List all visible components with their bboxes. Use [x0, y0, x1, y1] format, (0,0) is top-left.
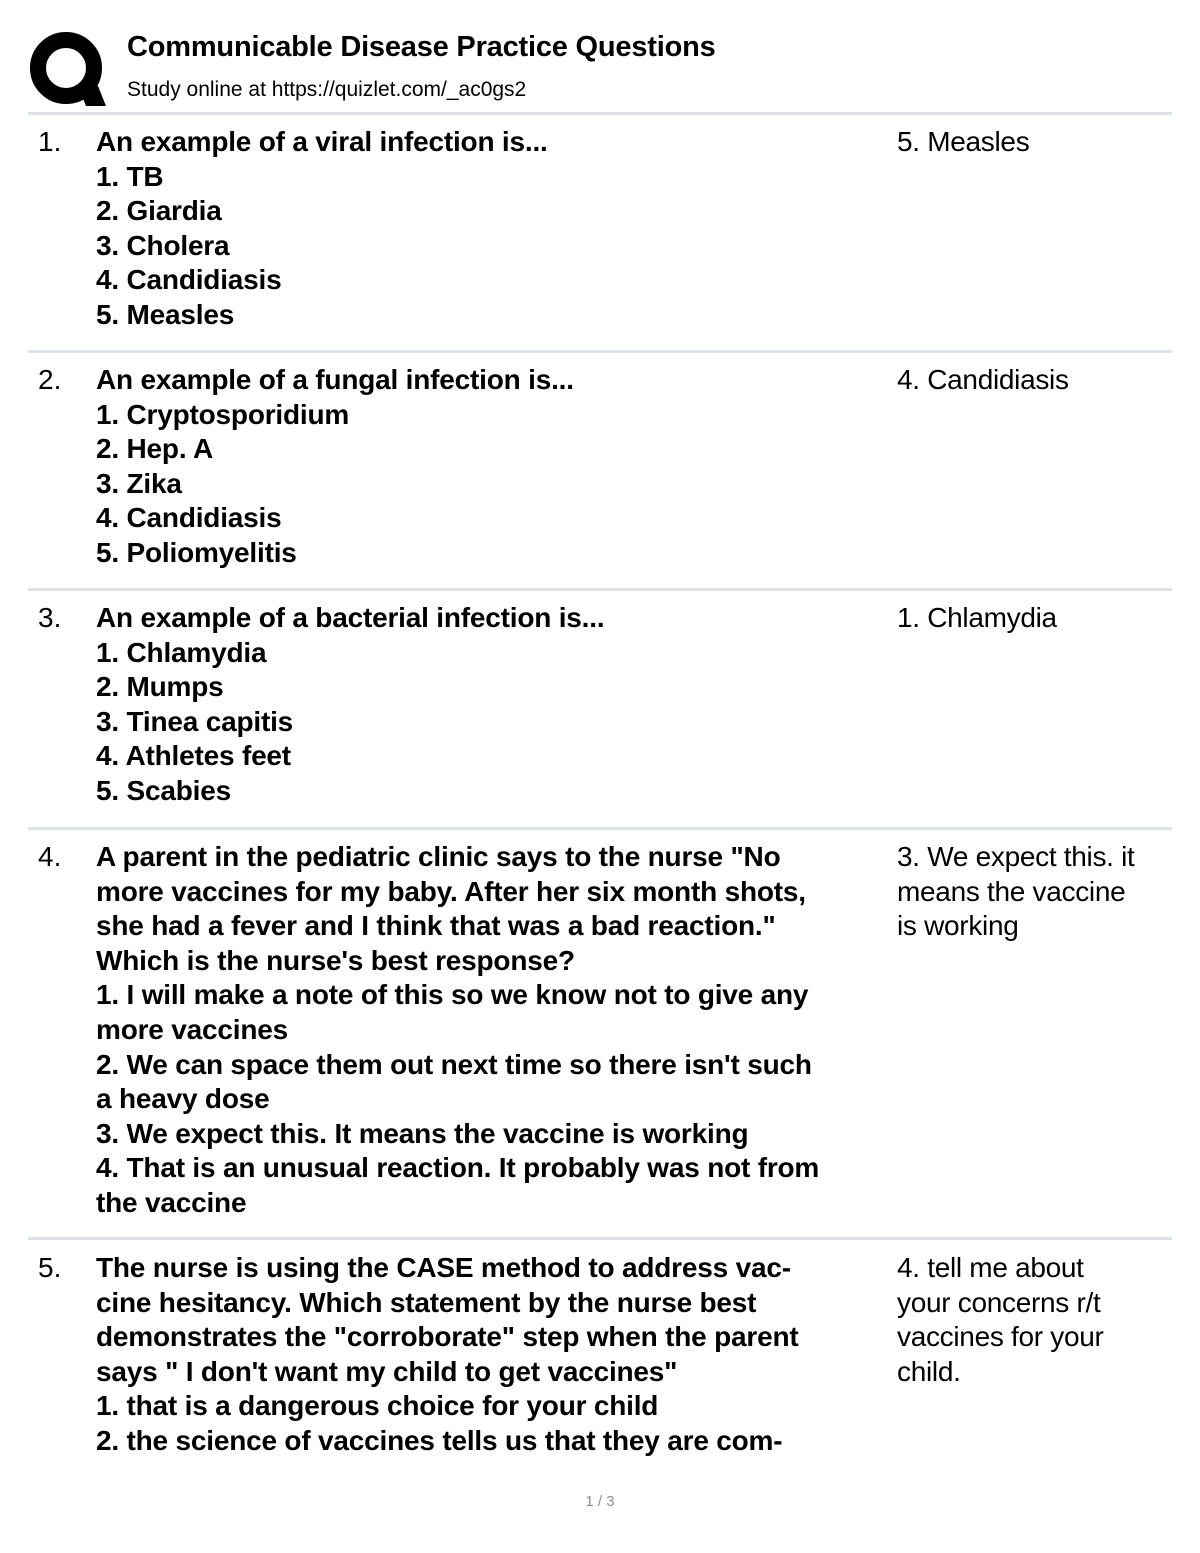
divider	[28, 1237, 1172, 1240]
answer-text	[897, 840, 1177, 944]
question-text	[96, 1251, 896, 1459]
question-line: 1. Cryptosporidium	[96, 398, 350, 430]
question-line: 2. Mumps	[96, 671, 224, 703]
question-number: 2.	[38, 364, 62, 395]
question-line: A parent in the pediatric clinic says to the nurse "No	[96, 841, 781, 872]
question-line: 4. Athletes feet	[96, 740, 291, 772]
question-number: 1.	[38, 126, 62, 157]
question-line: Which is the nurse's best response?	[96, 944, 575, 976]
page-header	[0, 0, 1200, 112]
study-link-text: Study online at https://quizlet.com/_ac0gs2	[127, 78, 527, 101]
answer-text	[897, 363, 1177, 398]
answer-line: 4. Candidiasis	[897, 364, 1069, 395]
question-line: 3. Cholera	[96, 229, 230, 261]
question-card-2	[0, 363, 1200, 578]
question-line: 2. Hep. A	[96, 433, 213, 465]
question-number: 3.	[38, 602, 62, 633]
answer-text	[897, 125, 1177, 160]
question-line: 3. Tinea capitis	[96, 705, 294, 737]
answer-text	[897, 1251, 1177, 1389]
quizlet-logo-icon	[28, 30, 108, 110]
question-line: 2. the science of vaccines tells us that they are com-	[96, 1424, 783, 1456]
question-line: An example of a bacterial infection is...	[96, 602, 605, 633]
question-line: more vaccines for my baby. After her six month shots,	[96, 875, 806, 907]
divider	[28, 827, 1172, 830]
question-card-3	[0, 601, 1200, 816]
question-text	[96, 840, 896, 1221]
answer-line: 1. Chlamydia	[897, 602, 1057, 633]
question-line: cine hesitancy. Which statement by the nurse best	[96, 1286, 757, 1318]
question-line: 5. Scabies	[96, 774, 231, 806]
answer-text	[897, 601, 1177, 636]
question-line: the vaccine	[96, 1186, 247, 1218]
divider	[28, 350, 1172, 353]
divider	[28, 112, 1172, 115]
answer-line: 5. Measles	[897, 126, 1030, 157]
question-card-1	[0, 125, 1200, 340]
answer-line: 3. We expect this. it	[897, 841, 1135, 872]
question-line: she had a fever and I think that was a bad reaction."	[96, 910, 776, 942]
question-line: more vaccines	[96, 1013, 288, 1045]
question-line: 1. that is a dangerous choice for your child	[96, 1390, 659, 1422]
question-text	[96, 363, 896, 571]
question-line: says " I don't want my child to get vaccines"	[96, 1355, 678, 1387]
question-line: An example of a viral infection is...	[96, 126, 548, 157]
question-line: 2. We can space them out next time so there isn't such	[96, 1048, 812, 1080]
answer-line: means the vaccine	[897, 875, 1126, 907]
answer-line: vaccines for your	[897, 1321, 1104, 1353]
page-number: 1 / 3	[585, 1493, 615, 1510]
question-card-5	[0, 1251, 1200, 1466]
answer-line: 4. tell me about	[897, 1252, 1084, 1283]
question-line: 4. Candidiasis	[96, 264, 282, 296]
document-title: Communicable Disease Practice Questions	[127, 31, 716, 63]
question-number: 4.	[38, 841, 62, 872]
question-line: The nurse is using the CASE method to address vac-	[96, 1252, 791, 1283]
question-line: An example of a fungal infection is...	[96, 364, 574, 395]
question-text	[96, 125, 896, 333]
question-line: a heavy dose	[96, 1083, 270, 1115]
question-text	[96, 601, 896, 809]
question-line: 5. Poliomyelitis	[96, 536, 297, 568]
answer-line: child.	[897, 1355, 961, 1387]
question-line: 1. Chlamydia	[96, 636, 267, 668]
divider	[28, 588, 1172, 591]
answer-line: your concerns r/t	[897, 1286, 1101, 1318]
answer-line: is working	[897, 910, 1019, 942]
question-line: 1. TB	[96, 160, 164, 192]
question-line: 4. Candidiasis	[96, 502, 282, 534]
question-number: 5.	[38, 1252, 62, 1283]
question-line: 5. Measles	[96, 298, 235, 330]
question-line: 3. Zika	[96, 467, 182, 499]
question-line: 1. I will make a note of this so we know not to give any	[96, 979, 809, 1011]
question-line: 2. Giardia	[96, 195, 222, 227]
question-line: 3. We expect this. It means the vaccine is working	[96, 1117, 749, 1149]
question-line: 4. That is an unusual reaction. It probably was not from	[96, 1152, 820, 1184]
question-line: demonstrates the "corroborate" step when the parent	[96, 1321, 799, 1353]
question-card-4	[0, 840, 1200, 1225]
